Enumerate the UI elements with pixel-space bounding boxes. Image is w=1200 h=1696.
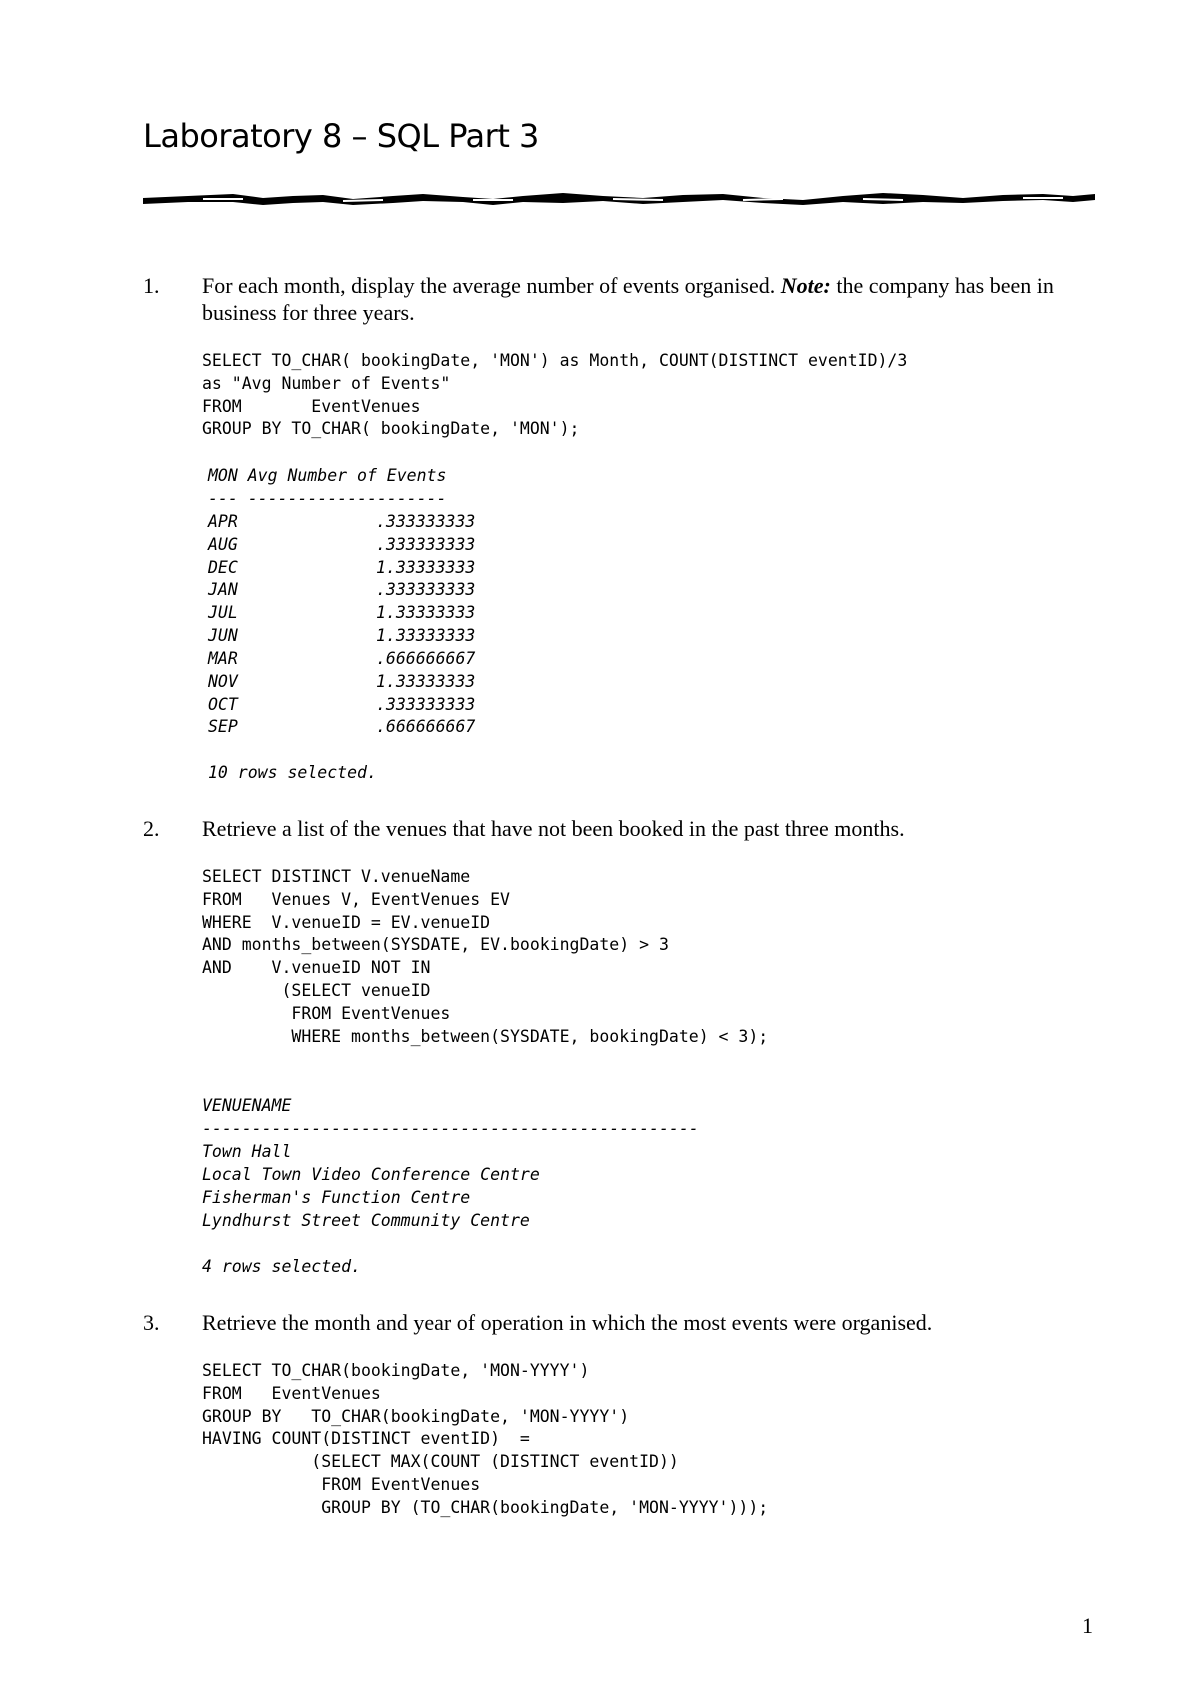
result-month: SEP	[208, 717, 238, 736]
result-row: Lyndhurst Street Community Centre	[202, 1211, 530, 1230]
item-number: 2.	[143, 816, 160, 841]
sql-query-1: SELECT TO_CHAR( bookingDate, 'MON') as Month, COUNT(DISTINCT eventID)/3 as "Avg Number of Events" FROM EventVenues GROUP BY TO_CHAR( bookingDate, 'MON');	[202, 351, 908, 439]
result-month: DEC	[208, 558, 238, 577]
result-avg: .333333333	[376, 535, 476, 554]
decorative-divider	[143, 190, 1095, 210]
page-number: 1	[1082, 1613, 1093, 1638]
result-month: NOV	[208, 672, 238, 691]
result-month: AUG	[208, 535, 238, 554]
result-avg: .333333333	[376, 512, 476, 531]
sql-query-3: SELECT TO_CHAR(bookingDate, 'MON-YYYY') FROM EventVenues GROUP BY TO_CHAR(bookingDate, 'MON-YYYY') HAVING COUNT(DISTINCT eventID) = (SELECT MAX(COUNT (DISTINCT eventID)) FROM EventVenues GROUP BY (TO_CHAR(bookingDate, 'MON-YYYY')));	[202, 1361, 769, 1517]
rows-selected: 4 rows selected.	[202, 1257, 361, 1276]
result-row: Town Hall	[202, 1142, 292, 1161]
page-title: Laboratory 8 – SQL Part 3	[143, 117, 539, 155]
result-month: OCT	[208, 695, 238, 714]
result-avg: 1.33333333	[376, 603, 476, 622]
question-1-text	[202, 272, 1097, 326]
question-text-start: For each month, display the average number of events organised.	[202, 273, 781, 298]
result-avg: .333333333	[376, 580, 476, 599]
item-number: 3.	[143, 1310, 160, 1335]
note-label: Note:	[780, 273, 831, 298]
item-number: 1.	[143, 273, 160, 298]
result-row: Local Town Video Conference Centre	[202, 1165, 540, 1184]
result-avg: 1.33333333	[376, 672, 476, 691]
result-avg: 1.33333333	[376, 558, 476, 577]
result-avg: .666666667	[376, 717, 476, 736]
question-text-end: the company has been in business for three years.	[202, 273, 1054, 325]
result-month: APR	[208, 512, 238, 531]
rows-selected: 10 rows selected.	[208, 763, 377, 782]
result-avg: 1.33333333	[376, 626, 476, 645]
result-month: JAN	[208, 580, 238, 599]
result-separator: --- --------------------	[208, 489, 447, 508]
question-2-text: Retrieve a list of the venues that have not been booked in the past three months.	[202, 816, 905, 841]
result-avg: .333333333	[376, 695, 476, 714]
result-header: VENUENAME	[202, 1096, 292, 1115]
result-avg: .666666667	[376, 649, 476, 668]
result-separator: --------------------------------------------------	[202, 1119, 699, 1138]
question-3-text: Retrieve the month and year of operation in which the most events were organised.	[202, 1310, 933, 1335]
result-header: MON Avg Number of Events	[208, 466, 447, 485]
result-month: MAR	[208, 649, 238, 668]
result-month: JUN	[208, 626, 238, 645]
result-row: Fisherman's Function Centre	[202, 1188, 471, 1207]
sql-query-2: SELECT DISTINCT V.venueName FROM Venues V, EventVenues EV WHERE V.venueID = EV.venueID AND months_between(SYSDATE, EV.bookingDate) > 3 AND V.venueID NOT IN (SELECT venueID FROM EventVenues WHERE months_between(SYSDATE, bookingDate) < 3);	[202, 867, 769, 1046]
result-month: JUL	[208, 603, 238, 622]
